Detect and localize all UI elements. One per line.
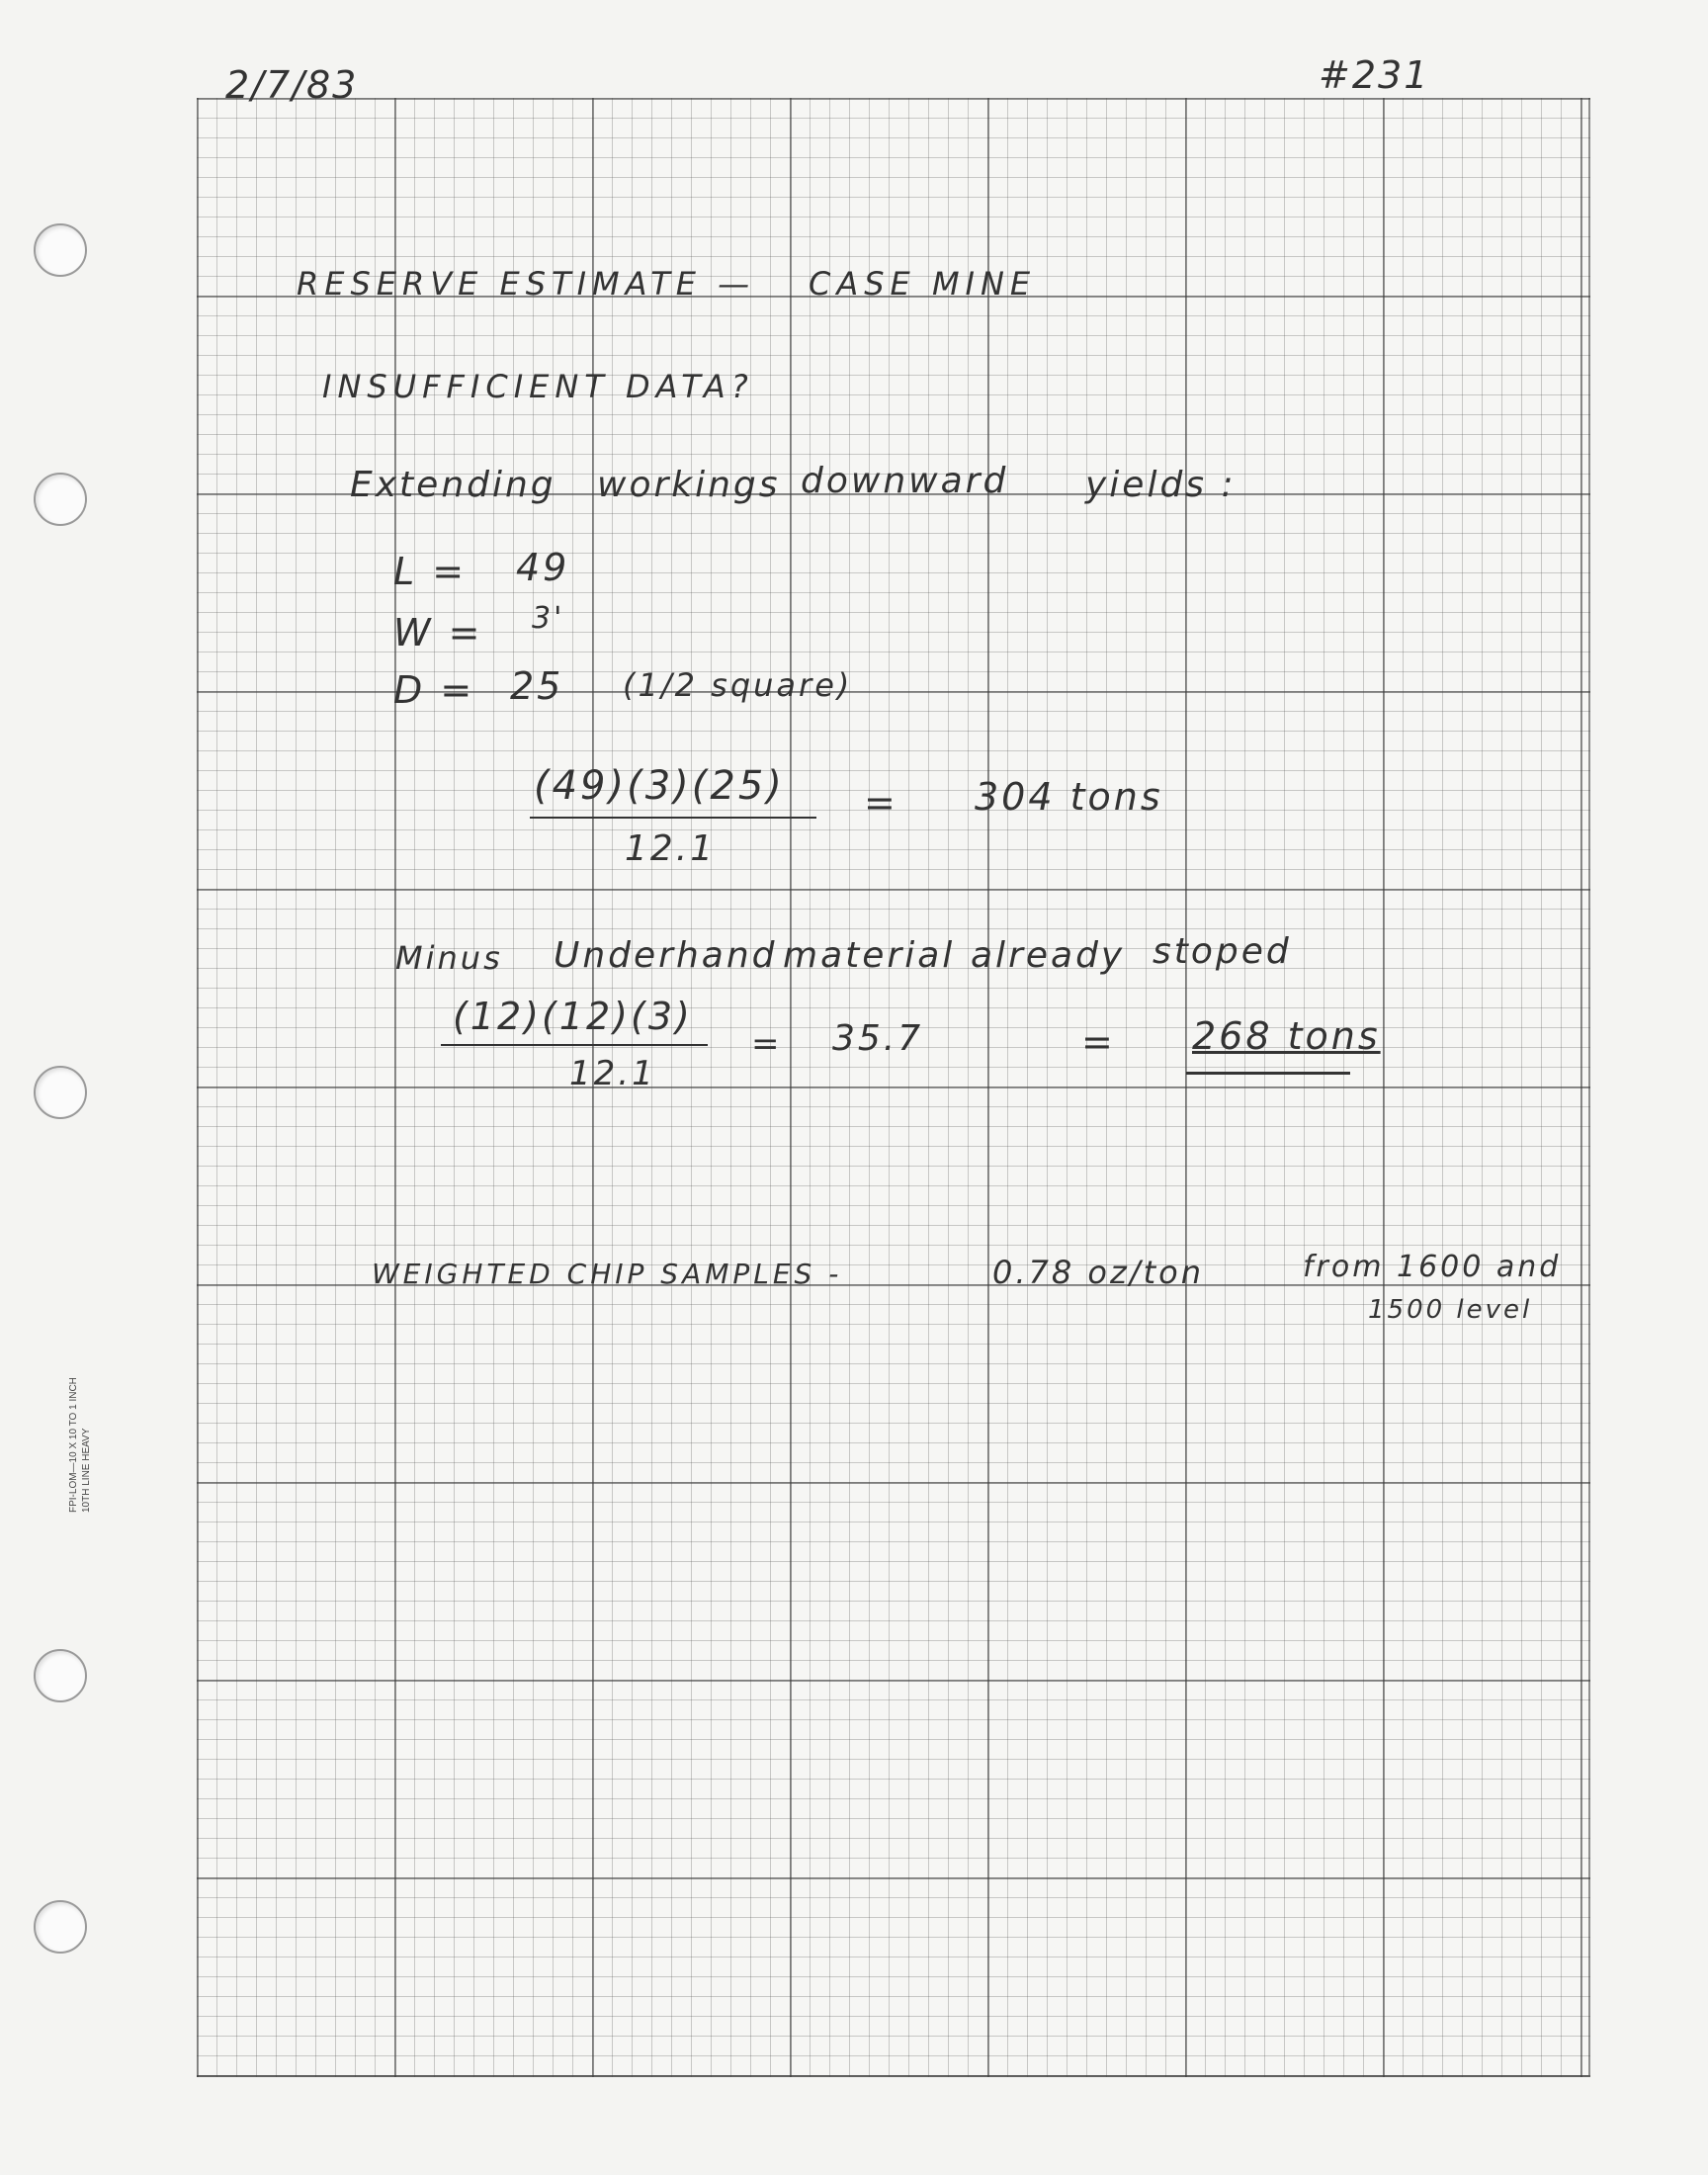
depth-label: D = bbox=[393, 668, 475, 712]
binder-hole bbox=[34, 223, 87, 277]
binder-hole bbox=[34, 1649, 87, 1702]
title-right: CASE MINE bbox=[809, 265, 1037, 303]
calc1-equals: = bbox=[864, 781, 898, 825]
minus-word-4: already bbox=[971, 935, 1126, 976]
samples-value: 0.78 oz/ton bbox=[992, 1254, 1204, 1291]
samples-level: 1500 level bbox=[1368, 1295, 1533, 1325]
minus-word-5: stoped bbox=[1153, 931, 1292, 972]
minus-word-1: Minus bbox=[395, 939, 503, 977]
minus-word-3: material bbox=[783, 935, 956, 976]
samples-from: from 1600 and bbox=[1303, 1250, 1562, 1284]
calc2-numerator: (12)(12)(3) bbox=[453, 995, 693, 1038]
intro-word-1: Extending bbox=[350, 465, 556, 505]
binder-hole bbox=[34, 1900, 87, 1954]
calc2-value: 35.7 bbox=[832, 1018, 924, 1059]
minus-word-2: Underhand bbox=[554, 935, 778, 976]
depth-note: (1/2 square) bbox=[623, 666, 853, 704]
paper-spec-label bbox=[67, 1377, 93, 1513]
intro-word-4: yields : bbox=[1085, 465, 1237, 505]
depth-value: 25 bbox=[510, 664, 564, 708]
intro-word-2: workings bbox=[597, 465, 781, 505]
intro-word-3: downward bbox=[801, 461, 1009, 501]
calc1-fraction-bar bbox=[530, 817, 816, 819]
result-double-underline bbox=[1186, 1072, 1350, 1075]
calc1-result: 304 tons bbox=[975, 775, 1163, 819]
binder-hole bbox=[34, 1066, 87, 1119]
calc2-equals-1: = bbox=[751, 1024, 783, 1064]
paper-spec-line-1: FPI-LOM—10 X 10 TO 1 INCH bbox=[68, 1377, 79, 1513]
calc2-result: 268 tons bbox=[1192, 1014, 1381, 1058]
calc1-denominator: 12.1 bbox=[625, 828, 717, 869]
question-heading: INSUFFICIENT DATA? bbox=[322, 368, 754, 405]
page-number: #231 bbox=[1319, 53, 1430, 97]
note-date: 2/7/83 bbox=[225, 63, 359, 107]
calc2-fraction-bar bbox=[441, 1044, 708, 1046]
paper-spec-line-2: 10TH LINE HEAVY bbox=[81, 1428, 92, 1513]
calc2-equals-2: = bbox=[1081, 1020, 1116, 1064]
length-label: L = bbox=[393, 550, 468, 593]
width-value: 3' bbox=[532, 601, 565, 636]
title-left: RESERVE ESTIMATE — bbox=[297, 265, 756, 303]
length-value: 49 bbox=[516, 546, 570, 589]
binder-hole bbox=[34, 473, 87, 526]
width-label: W = bbox=[393, 611, 483, 654]
calc1-numerator: (49)(3)(25) bbox=[534, 763, 785, 809]
samples-label: WEIGHTED CHIP SAMPLES - bbox=[372, 1258, 843, 1290]
calc2-denominator: 12.1 bbox=[569, 1054, 656, 1093]
